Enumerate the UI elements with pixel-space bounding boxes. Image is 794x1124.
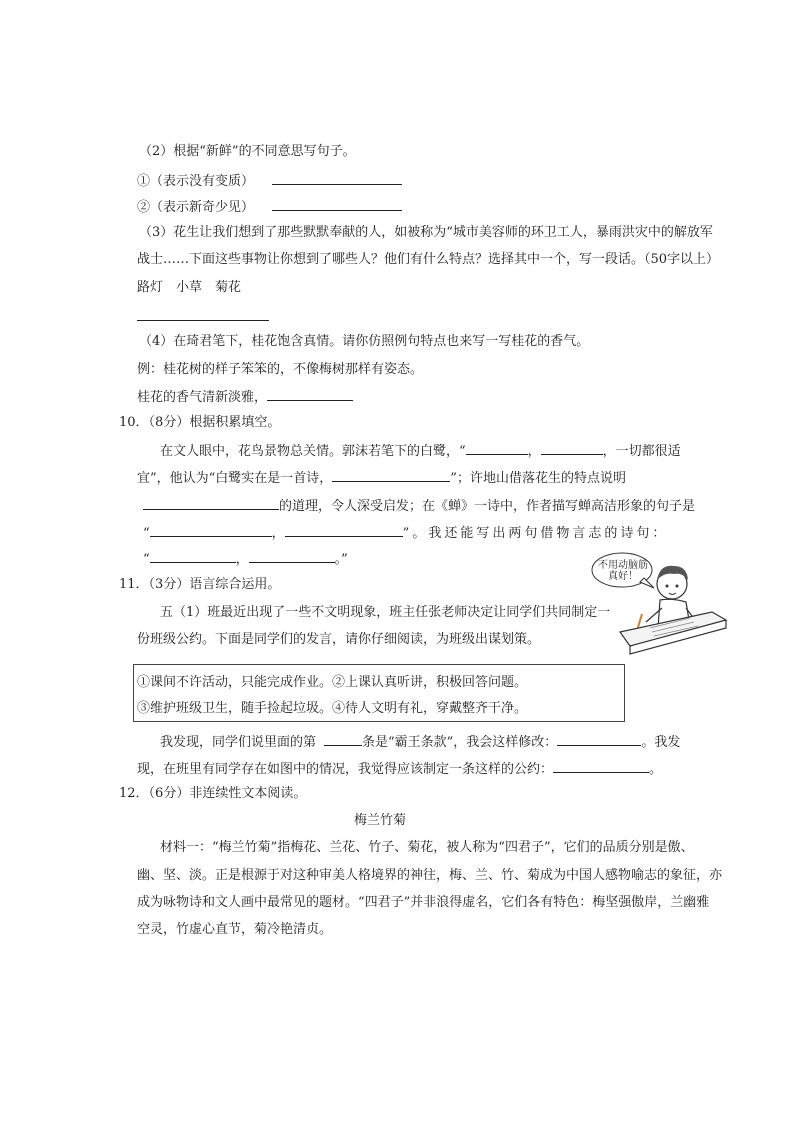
q9-part3-answer-line[interactable] — [137, 320, 269, 321]
q10-blank-2[interactable] — [541, 442, 603, 455]
q9-part2-blank2[interactable] — [272, 198, 402, 211]
q10-line2 — [137, 469, 626, 487]
q10-l5-text-a: “ — [143, 552, 150, 567]
proposals-line-1: ①课间不许活动，只能完成作业。②上课认真听讲，积极回答问题。 — [137, 675, 528, 690]
q10-l3-text-a: 的道理，令人深受启发；在《蝉》一诗中，作者描写蝉高洁形象的句子是 — [279, 499, 696, 514]
bubble-line-1: 不用动脑筋 — [598, 560, 648, 571]
q12-paragraph-line1: 材料一：“梅兰竹菊”指梅花、兰花、竹子、菊花，被人称为“四君子”，它们的品质分别是傲、 — [160, 840, 694, 855]
q12-paragraph-line4: 空灵，竹虚心直节，菊冷艳清贞。 — [137, 922, 333, 937]
q9-part2-item2-label: ②（表示新奇少见） — [137, 200, 255, 215]
q12-paragraph-line2: 幽、坚、淡。正是根源于对这种审美人格境界的神往，梅、兰、竹、菊成为中国人感物喻志的象征，亦 — [137, 868, 723, 883]
q11-ans1-text-b: 条是“霸王条款”，我会这样修改： — [362, 735, 558, 750]
q10-l2-text-b: ”；许地山借落花生的特点说明 — [450, 471, 626, 486]
q10-line3 — [143, 497, 695, 515]
q10-l1-text-c: ，一切都很适 — [602, 444, 681, 459]
q10-l5-text-c: 。” — [334, 552, 348, 567]
q10-l2-text-a: 宜”，他认为“白鹭实在是一首诗， — [137, 471, 333, 486]
q11-blank-revision[interactable] — [557, 733, 641, 746]
q10-l4-text-c: ”。我还能写出两句借物言志的诗句： — [402, 526, 669, 541]
q11-header: 11．（3分）语言综合运用。 — [119, 577, 281, 592]
q11-ans2-text-a: 现，在班里有同学存在如图中的情况，我觉得应该制定一条这样的公约： — [137, 762, 554, 777]
q10-l4-text-a: “ — [143, 526, 150, 541]
q9-part4-start: 桂花的香气清新淡雅， — [137, 390, 268, 405]
q10-l5-text-b: ， — [235, 552, 249, 567]
q9-part2-blank1[interactable] — [272, 172, 402, 185]
q9-part2-item1 — [137, 172, 402, 190]
q9-part4-blank[interactable] — [267, 388, 353, 401]
q11-blank-rule[interactable] — [553, 760, 649, 773]
q9-part3-options: 路灯 小草 菊花 — [137, 280, 242, 295]
proposals-line-2: ③维护班级卫生，随手捡起垃圾。④待人文明有礼，穿戴整齐干净。 — [137, 701, 528, 716]
q11-ans2-text-b: 。 — [649, 762, 663, 777]
q9-part2-prompt: （2）根据“新鲜”的不同意思写句子。 — [139, 144, 356, 159]
q9-part4-start-line — [137, 388, 353, 406]
q10-blank-6[interactable] — [285, 524, 403, 537]
q10-line1 — [160, 442, 681, 460]
q11-ans1-text-a: 我发现，同学们说里面的第 — [160, 735, 317, 750]
q11-intro-line2: 份班级公约。下面是同学们的发言，请你仔细阅读，为班级出谋划策。 — [137, 632, 541, 647]
q12-header: 12．（6分）非连续性文本阅读。 — [119, 786, 307, 801]
q9-part2-item2 — [137, 198, 402, 216]
q11-ans1-text-c: 。我发 — [641, 735, 681, 750]
q9-part2-item1-label: ①（表示没有变质） — [137, 174, 255, 189]
q10-l1-text-b: ， — [527, 444, 541, 459]
q9-part4-example: 例：桂花树的样子笨笨的，不像梅树那样有姿态。 — [137, 362, 424, 377]
q9-part3-line1: （3）花生让我们想到了那些默默奉献的人，如被称为“城市美容师的环卫工人，暴雨洪灾中的解放军 — [139, 225, 713, 240]
q12-paragraph-line3: 成为咏物诗和文人画中最常见的题材。“四君子”并非浪得虚名，它们各有特色：梅坚强傲岸，兰幽雅 — [137, 895, 710, 910]
q10-blank-1[interactable] — [466, 442, 528, 455]
q10-l1-text-a: 在文人眼中，花鸟景物总关情。郭沫若笔下的白鹭，“ — [160, 444, 466, 459]
q11-blank-number[interactable] — [324, 733, 362, 746]
speech-bubble-text — [596, 560, 650, 582]
q10-blank-3[interactable] — [332, 469, 450, 482]
proposals-box-top-rule — [133, 664, 598, 665]
q11-answer-line1 — [160, 733, 680, 751]
q10-line5 — [143, 550, 348, 568]
q11-intro-line1: 五（1）班最近出现了一些不文明现象，班主任张老师决定让同学们共同制定一 — [160, 605, 611, 620]
q11-answer-line2 — [137, 760, 662, 778]
q10-line4 — [143, 524, 668, 542]
q10-blank-4[interactable] — [143, 497, 279, 510]
bubble-line-2: 真好！ — [608, 571, 638, 582]
q9-part3-line2: 战士……下面这些事物让你想到了哪些人？他们有什么特点？选择其中一个，写一段话。（50字以上） — [137, 252, 720, 267]
q10-blank-7[interactable] — [150, 550, 236, 563]
q9-part4-prompt: （4）在琦君笔下，桂花饱含真情。请你仿照例句特点也来写一写桂花的香气。 — [139, 334, 590, 349]
q10-header: 10．（8分）根据积累填空。 — [119, 415, 281, 430]
q10-blank-8[interactable] — [249, 550, 335, 563]
q12-passage-title: 梅兰竹菊 — [354, 813, 407, 828]
q10-blank-5[interactable] — [150, 524, 272, 537]
q10-l4-text-b: ， — [271, 526, 285, 541]
